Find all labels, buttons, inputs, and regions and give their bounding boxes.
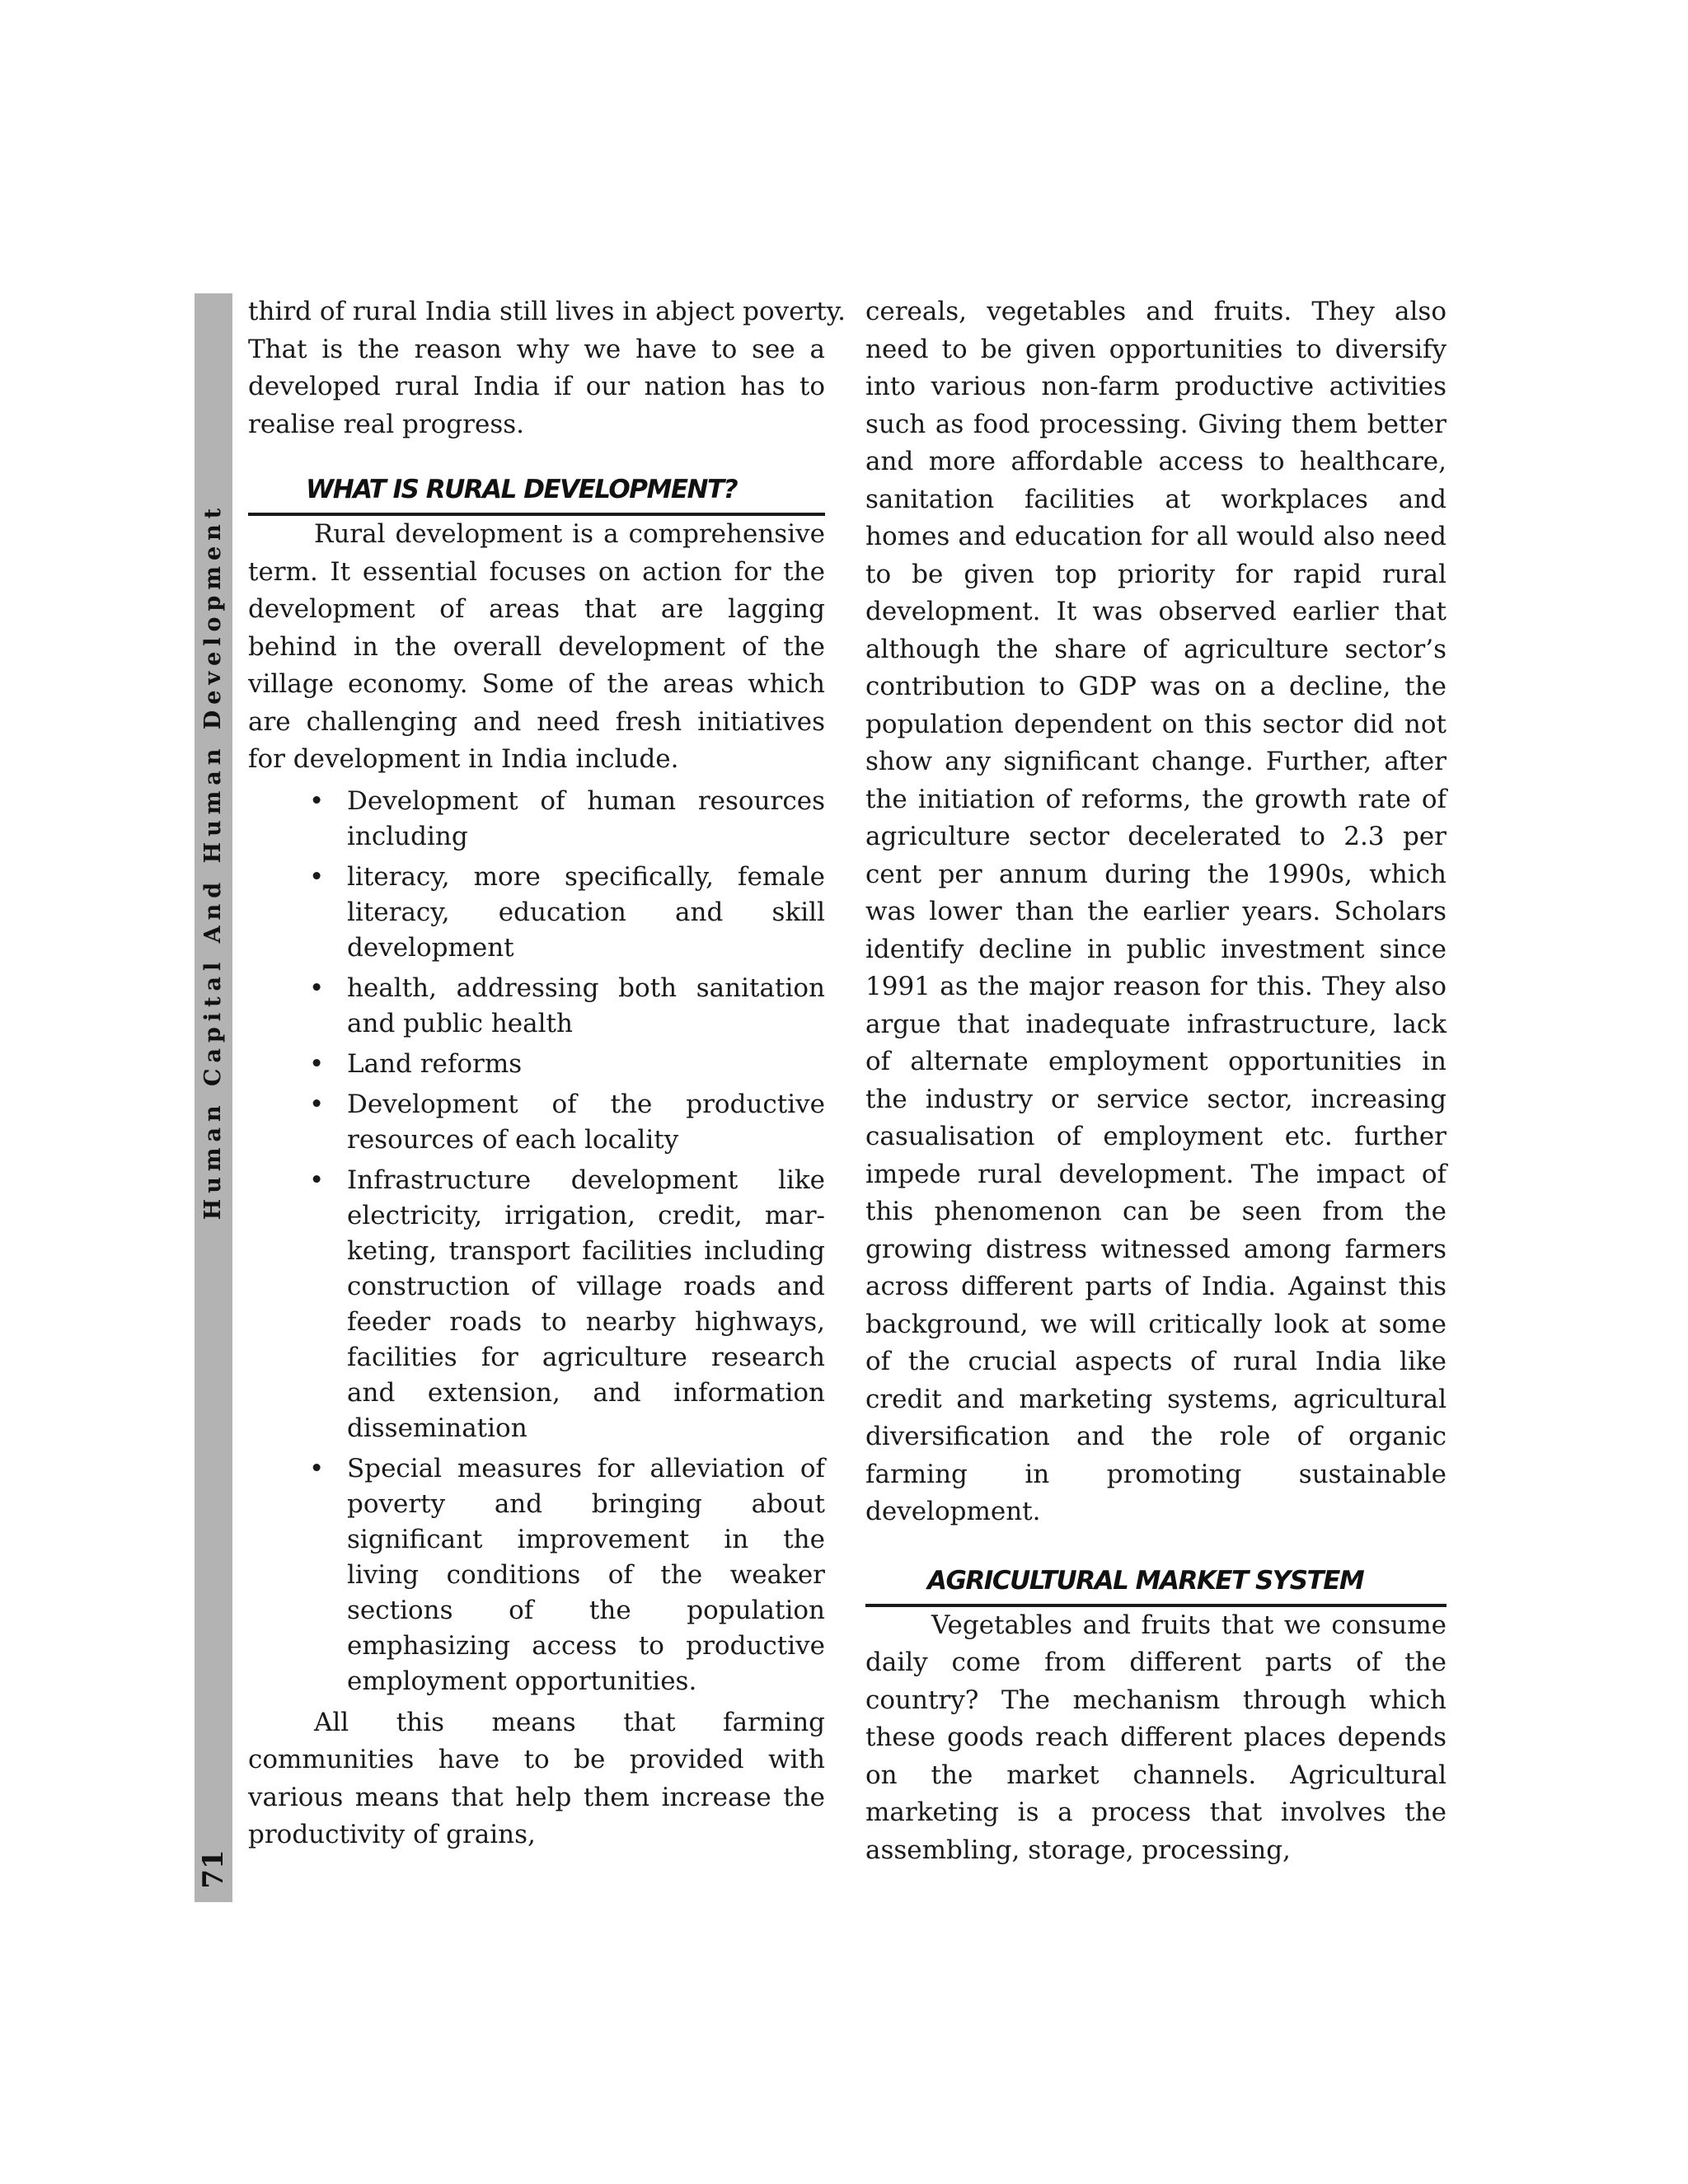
bullet-icon: • xyxy=(309,1165,325,1195)
list-item: • Development of human resources including xyxy=(347,784,825,855)
farming-communities-paragraph: All this means that farming communities have to be provided with various means that help them increase the productivity of grains, xyxy=(248,1707,825,1849)
intro-paragraph xyxy=(248,293,846,443)
list-item: • health, addressing both sanitation and public health xyxy=(347,971,825,1042)
page-number: 71 xyxy=(197,1849,230,1889)
list-item: • Infrastructure development like electricity, irrigation, credit, mar-keting, transport facilities including construction of village roads and feeder roads to nearby highways, facilities for agriculture research and extension, and information dissemination xyxy=(347,1163,825,1446)
bullet-icon: • xyxy=(309,785,325,816)
bullet-icon: • xyxy=(309,1089,325,1119)
bullet-icon: • xyxy=(309,1453,325,1483)
left-column xyxy=(248,293,846,1854)
continuation-paragraph: cereals, vegetables and fruits. They also need to be given opportunities to diversify into various non-farm productive activities such as food processing. Giving them better and more affordable access to healthcare, sanitation facilities at workplaces and homes and education for all would also need to be given top priority for rapid rural development. It was observed earlier that although the share of agriculture sector’s contribution to GDP was on a decline, the population dependent on this sector did not show any significant change. Further, after the initiation of reforms, the growth rate of agriculture sector decelerated to 2.3 per cent per annum during the 1990s, which was lower than the earlier years. Scholars identify decline in public investment since 1991 as the major reason for this. They also argue that inadequate infrastructure, lack of alternate employment opportunities in the industry or service sector, increasing casualisation of employment etc. further impede rural development. The impact of this phenomenon can be seen from the growing distress witnessed among farmers across different parts of India. Against this background, we will critically look at some of the crucial aspects of rural India like credit and marketing systems, agricultural diversification and the role of organic farming in promoting sustainable development. xyxy=(865,297,1447,1526)
bullet-icon: • xyxy=(309,1048,325,1079)
rural-development-paragraph: Rural development is a comprehensive term. It essential focuses on action for the development of areas that are lagging behind in the overall development of the village economy. Some of the areas which are challenging and need fresh initiatives for development in India include. xyxy=(248,519,825,774)
intro-line: third of rural India still lives in abject poverty. xyxy=(248,297,846,326)
right-column xyxy=(865,293,1447,1869)
list-item: • Land reforms xyxy=(347,1047,825,1082)
list-item: • Special measures for alleviation of poverty and bringing about significant improvement in the living conditions of the weaker sections of the population emphasizing access to productive employment opportunities. xyxy=(347,1451,825,1699)
section-heading-market-system: AGRICULTURAL MARKET SYSTEM xyxy=(865,1566,1447,1607)
intro-line: developed rural India if our nation has to xyxy=(248,372,825,401)
section-heading-rural-development: WHAT IS RURAL DEVELOPMENT? xyxy=(248,475,825,516)
bullet-icon: • xyxy=(309,972,325,1003)
list-item: • literacy, more specifically, female literacy, education and skill development xyxy=(347,860,825,966)
bullet-icon: • xyxy=(309,861,325,892)
intro-line: realise real progress. xyxy=(248,409,525,439)
initiatives-list xyxy=(248,784,825,1699)
list-item: • Development of the productive resources of each locality xyxy=(347,1087,825,1158)
intro-line: That is the reason why we have to see a xyxy=(248,334,825,364)
running-title: Human Capital And Human Development xyxy=(200,502,226,1221)
market-system-paragraph: Vegetables and fruits that we consume daily come from different parts of the country? The mechanism through which these goods reach different places depends on the market channels. Agricultural marketing is a process that involves the assembling, storage, processing, xyxy=(865,1610,1447,1865)
